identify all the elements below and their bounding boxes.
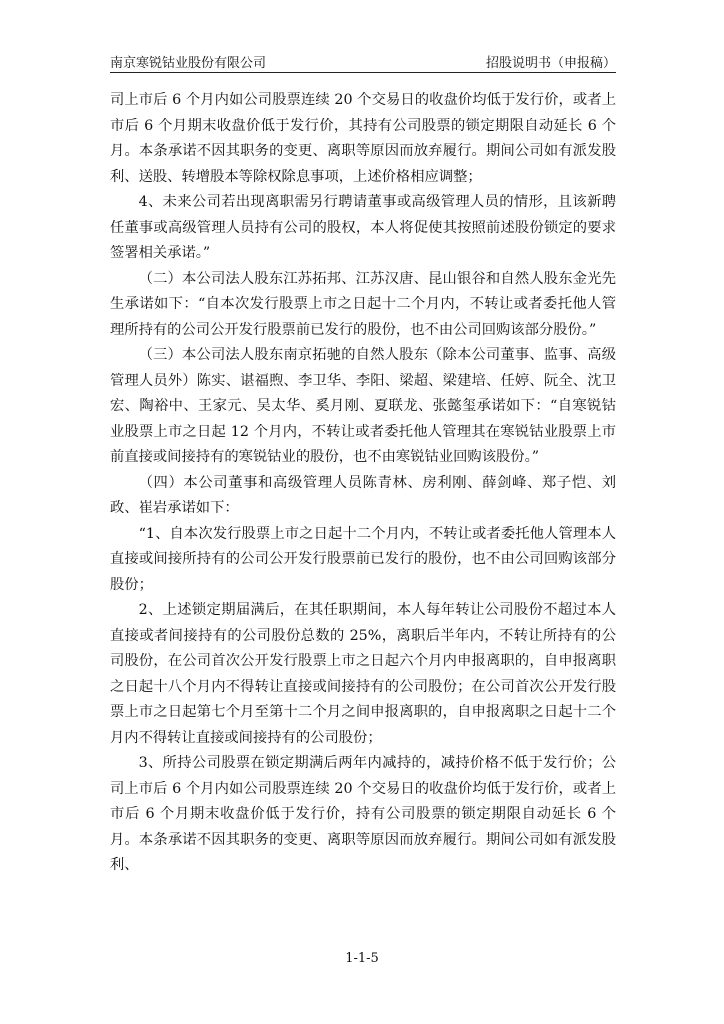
paragraph: （四）本公司董事和高级管理人员陈青林、房利刚、薛剑峰、郑子恺、刘政、崔岩承诺如下： [110, 474, 616, 516]
paragraph: 2、上述锁定期届满后，在其任职期间，本人每年转让公司股份不超过本人直接或者间接持有的公司股份总数的 25%，离职后半年内，不转让所持有的公司股份，在公司首次公开发行股票上市之日起六个月内申报离职的，自申报离职之日起十八个月内不得转让直接或间接持有的公司股份；在公司首次公开发行股票上市之日起第七个月至第十二个月之间申报离职的，自申报离职之日起十二个月内不得转让直接或间接持有的公司股份； [110, 602, 616, 746]
paragraph: （三）本公司法人股东南京拓驰的自然人股东（除本公司董事、监事、高级管理人员外）陈实、谌福煦、李卫华、李阳、梁超、梁建培、任婷、阮全、沈卫宏、陶裕中、王家元、吴太华、奚月刚、夏联龙、张懿玺承诺如下：“自寒锐钴业股票上市之日起 12 个月内，不转让或者委托他人管理其在寒锐钴业股票上市前直接或间接持有的寒锐钴业的股份，也不由寒锐钴业回购该股份。” [110, 347, 616, 465]
document-body [110, 88, 616, 879]
header-company-name: 南京寒锐钴业股份有限公司 [110, 56, 267, 71]
paragraph: （二）本公司法人股东江苏拓邦、江苏汉唐、昆山银谷和自然人股东金光先生承诺如下：“自本次发行股票上市之日起十二个月内，不转让或者委托他人管理所持有的公司公开发行股票前已发行的股份，也不由公司回购该部分股份。” [110, 270, 616, 338]
paragraph: “1、自本次发行股票上市之日起十二个月内，不转让或者委托他人管理本人直接或间接所持有的公司公开发行股票前已发行的股份，也不由公司回购该部分股份； [110, 525, 616, 593]
page-header [110, 50, 616, 73]
header-document-type: 招股说明书（申报稿） [485, 56, 616, 71]
page-number: 1-1-5 [345, 951, 379, 966]
paragraph: 司上市后 6 个月内如公司股票连续 20 个交易日的收盘价均低于发行价，或者上市后 6 个月期末收盘价低于发行价，其持有公司股票的锁定期限自动延长 6 个月。本条承诺不因其职务的变更、离职等原因而放弃履行。期间公司如有派发股利、送股、转增股本等除权除息事项，上述价格相应调整； [110, 92, 616, 185]
paragraph: 4、未来公司若出现离职需另行聘请董事或高级管理人员的情形，且该新聘任董事或高级管理人员持有公司的股权，本人将促使其按照前述股份锁定的要求签署相关承诺。” [110, 194, 616, 261]
paragraph: 3、所持公司股票在锁定期满后两年内减持的，减持价格不低于发行价；公司上市后 6 个月内如公司股票连续 20 个交易日的收盘价均低于发行价，或者上市后 6 个月期末收盘价低于发行价，持有公司股票的锁定期限自动延长 6 个月。本条承诺不因其职务的变更、离职等原因而放弃履行。期间公司如有派发股利、 [110, 755, 616, 873]
